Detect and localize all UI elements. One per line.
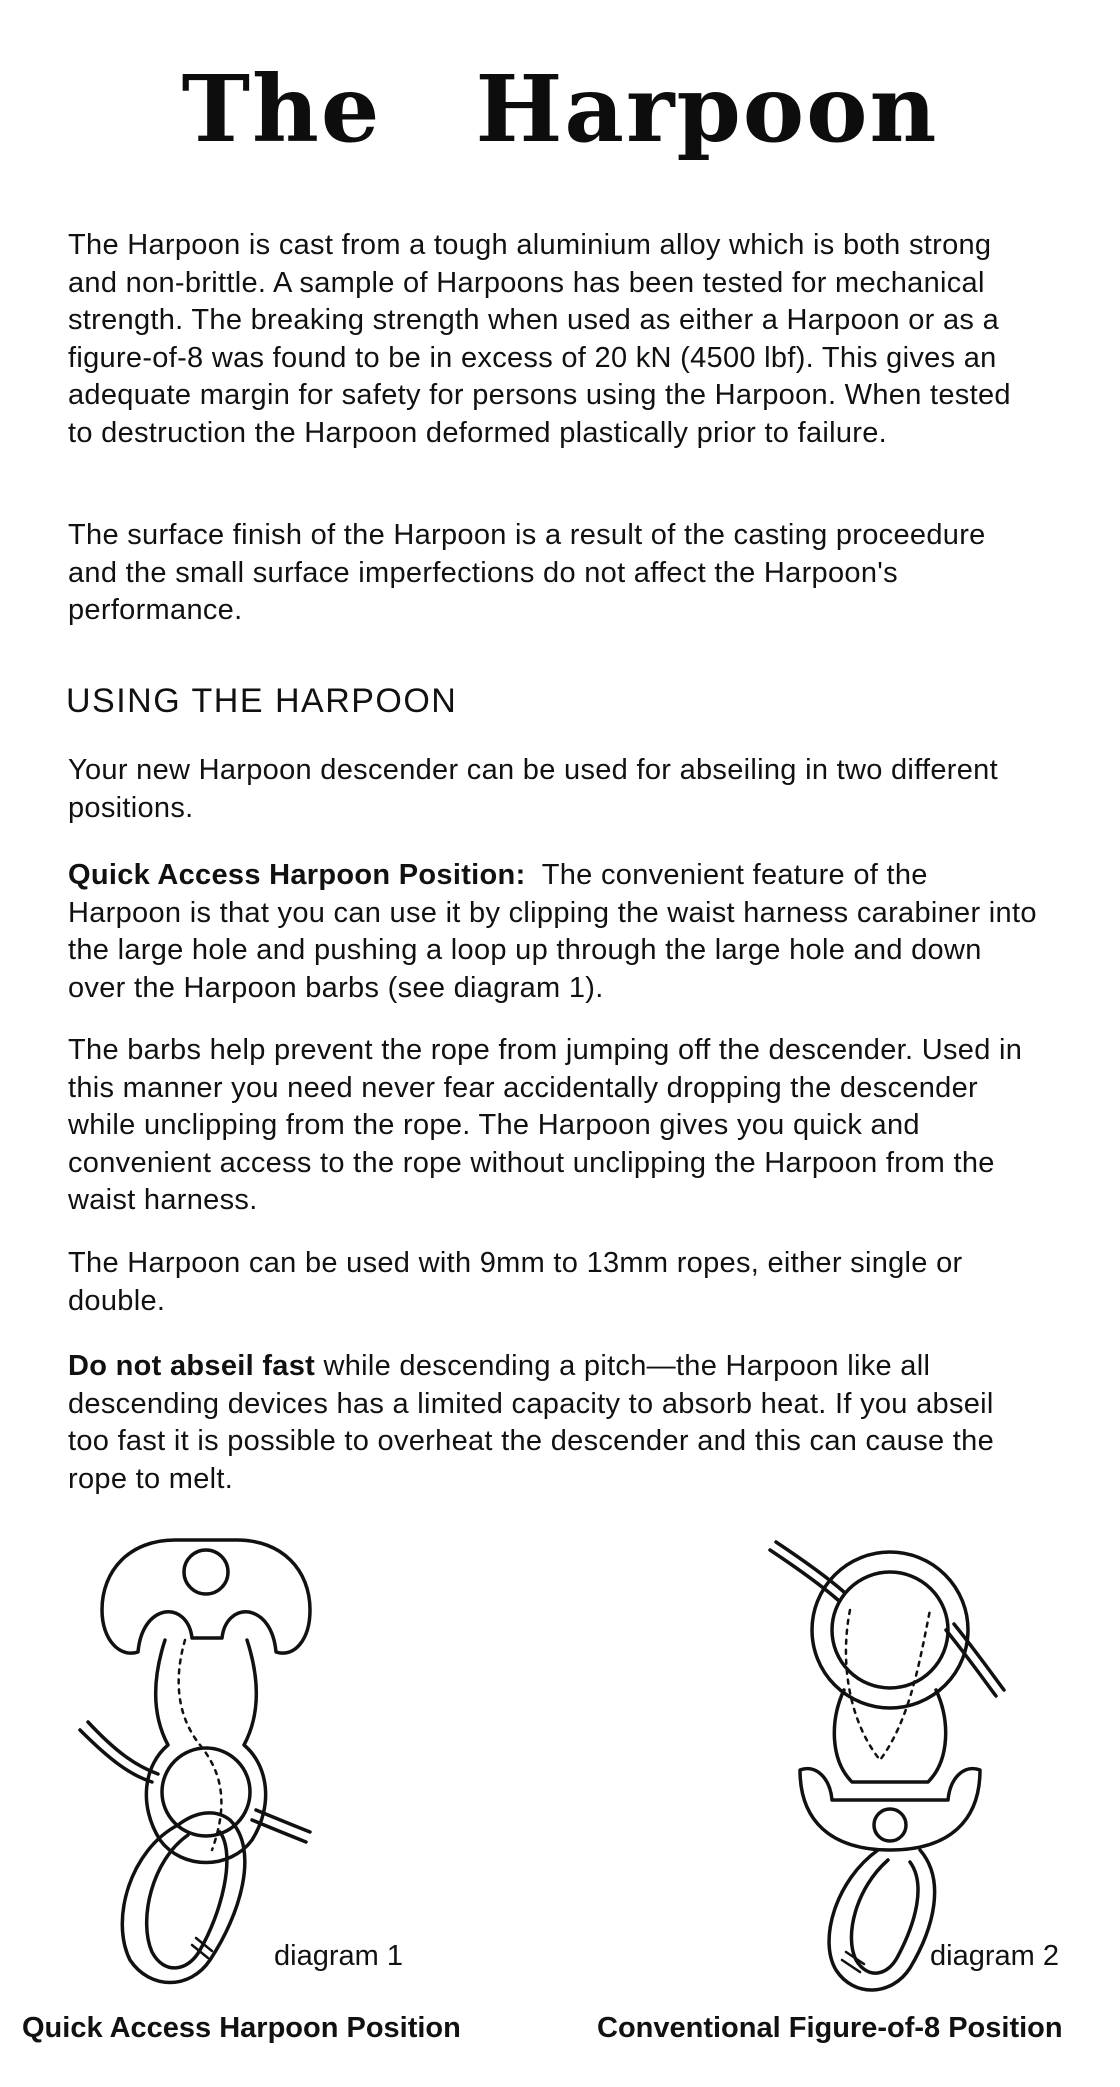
section-heading: USING THE HARPOON: [66, 682, 458, 720]
diagram-2-illustration: [760, 1520, 1020, 2000]
diagram-2-caption: Conventional Figure-of-8 Position: [597, 2012, 1063, 2044]
intro-paragraph-2: The surface finish of the Harpoon is a result of the casting proceedure and the small surface imperfections do not affect the Harpoon's performance.: [68, 519, 986, 626]
page-title: The Harpoon: [181, 55, 939, 163]
warning-text: while descending a pitch—the Harpoon like all descending devices has a limited capacity to absorb heat. If you abseil too fast it is possible to overheat the descender and this can cause the rope to melt.: [68, 1350, 994, 1495]
rope-size-paragraph: The Harpoon can be used with 9mm to 13mm ropes, either single or double.: [68, 1247, 963, 1317]
quick-access-paragraph: [68, 857, 1038, 1007]
barbs-paragraph: The barbs help prevent the rope from jumping off the descender. Used in this manner you need never fear accidentally dropping the descender while unclipping from the rope. The Harpoon gives you quick and convenient access to the rope without unclipping the Harpoon from the waist harness.: [68, 1034, 1023, 1216]
using-paragraph-1: Your new Harpoon descender can be used for abseiling in two different positions.: [68, 754, 998, 824]
quick-access-text: The convenient feature of the Harpoon is that you can use it by clipping the waist harness carabiner into the large hole and pushing a loop up through the large hole and down over the Harpoon barbs (see diagram 1).: [68, 859, 1037, 1004]
warning-paragraph: [68, 1348, 1038, 1498]
intro-paragraph-1: The Harpoon is cast from a tough aluminium alloy which is both strong and non-brittle. A sample of Harpoons has been tested for mechanical strength. The breaking strength when used as either a Harpoon or as a figure-of-8 was found to be in excess of 20 kN (4500 lbf). This gives an adequate margin for safety for persons using the Harpoon. When tested to destruction the Harpoon deformed plastically prior to failure.: [68, 229, 1011, 449]
diagram-1-label: diagram 1: [274, 1940, 403, 1972]
diagram-2-label: diagram 2: [930, 1940, 1059, 1972]
diagram-1-illustration: [60, 1520, 350, 2000]
warning-lead: Do not abseil fast: [68, 1350, 316, 1382]
quick-access-lead: Quick Access Harpoon Position:: [68, 859, 526, 891]
diagram-1-caption: Quick Access Harpoon Position: [22, 2012, 461, 2044]
